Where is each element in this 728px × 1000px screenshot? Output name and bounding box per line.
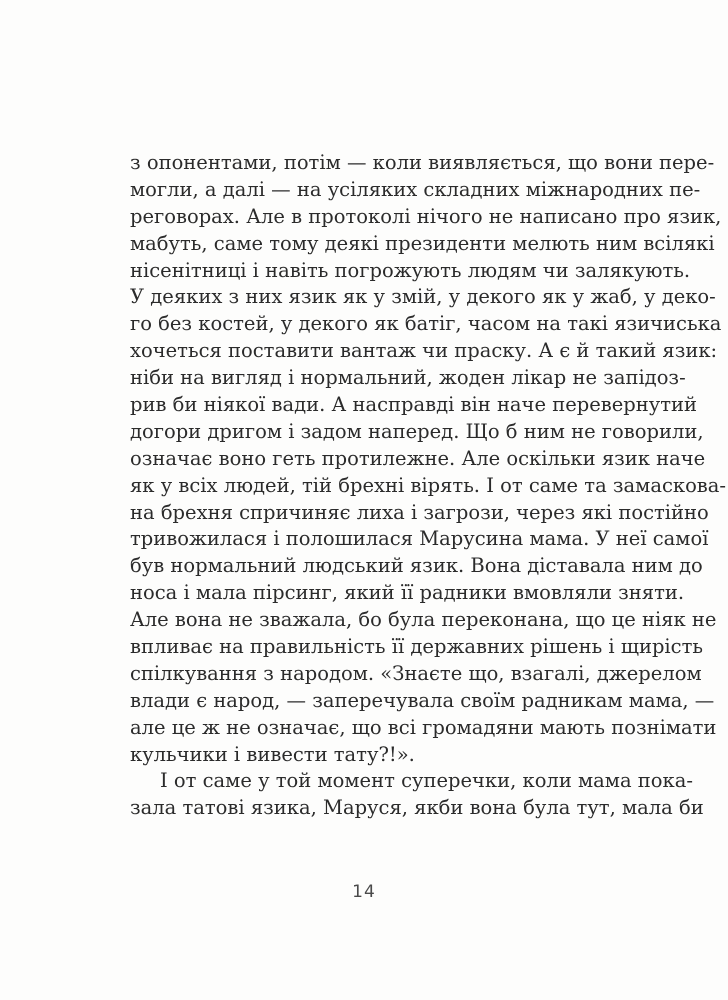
text-line: могли, а далі — на усіляких складних міжнародних пе- <box>130 177 701 201</box>
text-line: рив би ніякої вади. А насправді він наче перевернутий <box>130 393 698 417</box>
text-line: на брехня спричиняє лиха і загрози, через які постійно <box>130 500 709 524</box>
text-line: го без костей, у декого як батіг, часом на такі язичиська <box>130 312 722 336</box>
text-line: зала татові язика, Маруся, якби вона була тут, мала би <box>130 796 704 820</box>
text-line: спілкування з народом. «Знаєте що, взагалі, джерелом <box>130 661 702 685</box>
text-line: тривожилася і полошилася Марусина мама. У неї самої <box>130 527 709 551</box>
text-line: але це ж не означає, що всі громадяни мають познімати <box>130 715 717 739</box>
body-text <box>130 150 726 822</box>
text-line: І от саме у той момент суперечки, коли мама пока- <box>160 769 693 793</box>
text-line: з опонентами, потім — коли виявляється, що вони пере- <box>130 151 715 174</box>
text-line: влади є народ, — заперечувала своїм радникам мама, — <box>130 688 715 712</box>
text-line: Але вона не зважала, бо була переконана, що це ніяк не <box>130 608 717 632</box>
text-line: ніби на вигляд і нормальний, жоден лікар не запідоз- <box>130 366 686 390</box>
text-line: реговорах. Але в протоколі нічого не написано про язик, <box>130 204 722 228</box>
page-number: 14 <box>352 882 376 902</box>
text-line: У деяких з них язик як у змій, у декого як у жаб, у деко- <box>130 285 716 309</box>
text-line: кульчики і вивести тату?!». <box>130 742 415 766</box>
text-line: хочеться поставити вантаж чи праску. А є й такий язик: <box>130 339 718 363</box>
text-line: як у всіх людей, тій брехні вірять. І от саме та замаскова- <box>130 473 726 497</box>
text-line: носа і мала пірсинг, який її радники вмовляли зняти. <box>130 581 685 605</box>
text-line: означає воно геть протилежне. Але оскільки язик наче <box>130 446 706 470</box>
text-line: був нормальний людський язик. Вона діставала ним до <box>130 554 703 578</box>
text-line: нісенітниці і навіть погрожують людям чи залякують. <box>130 258 691 282</box>
text-line: впливає на правильність її державних рішень і щирість <box>130 635 703 659</box>
text-line: мабуть, саме тому деякі президенти мелють ним всілякі <box>130 231 715 255</box>
text-line: догори дригом і задом наперед. Що б ним не говорили, <box>130 419 704 443</box>
